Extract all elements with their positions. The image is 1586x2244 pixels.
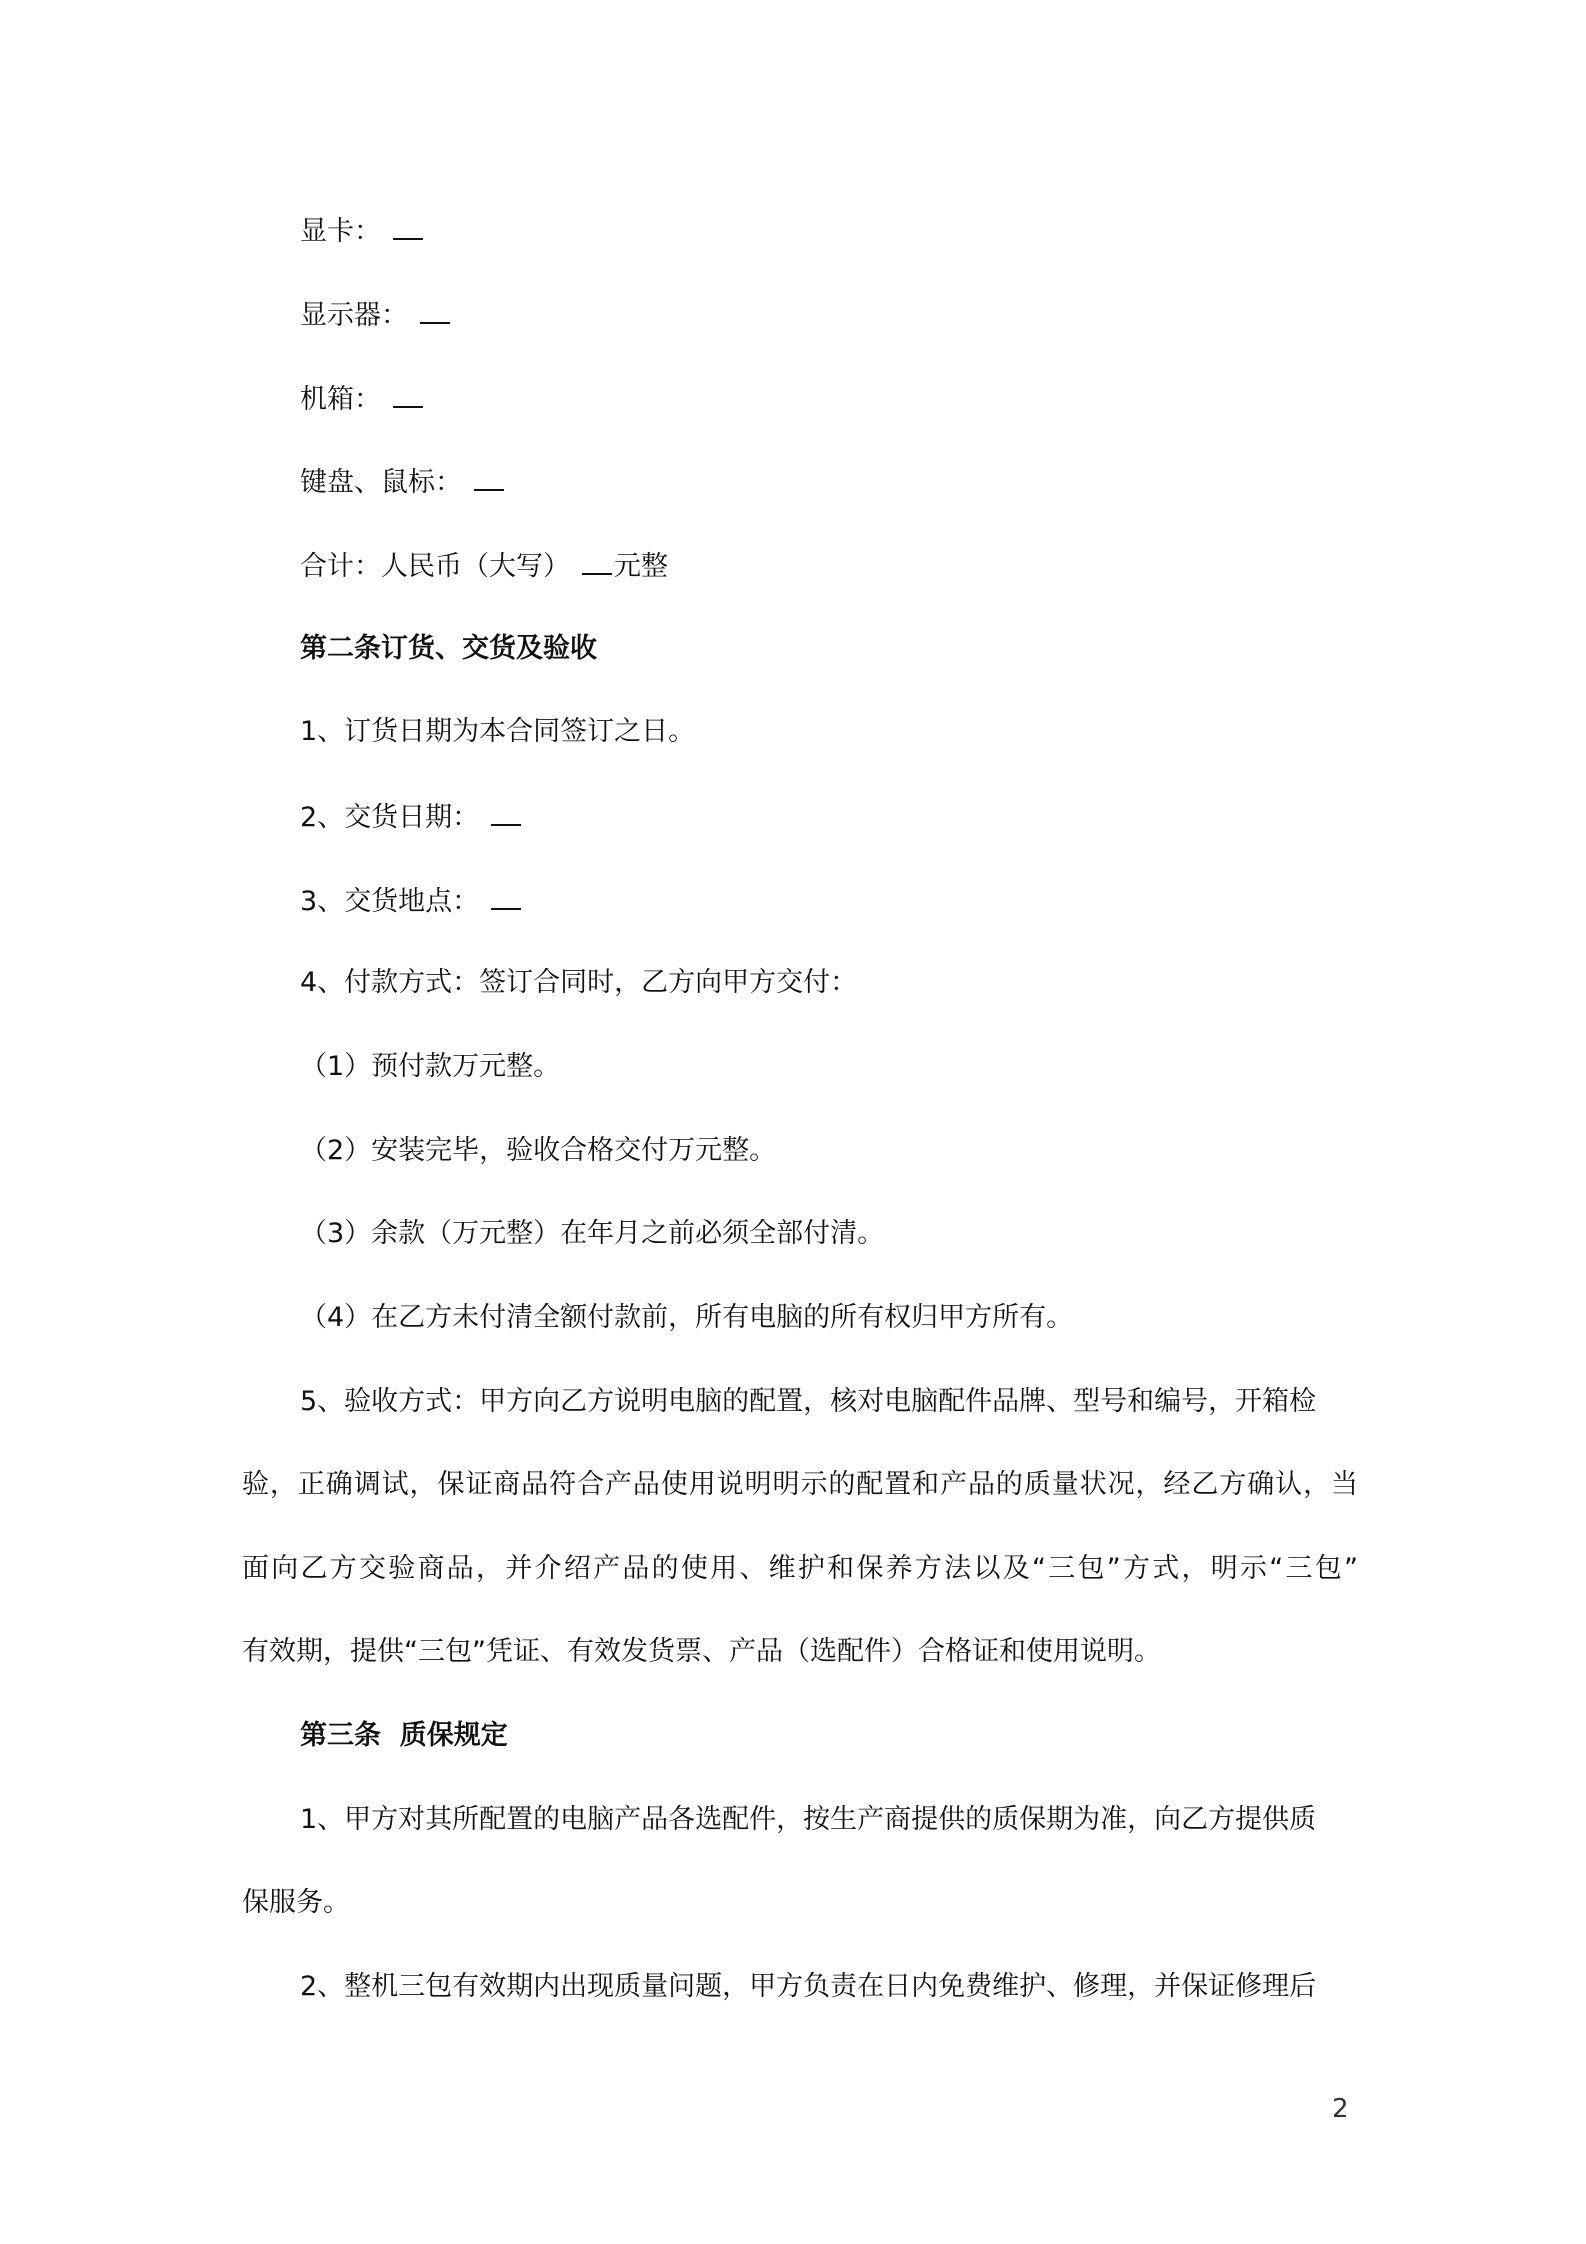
delivery-place-line (300, 882, 521, 920)
graphics-card-line (300, 212, 423, 250)
total-line (300, 547, 668, 585)
monitor-line (300, 296, 450, 334)
acceptance-line-3: 面向乙方交验商品，并介绍产品的使用、维护和保养方法以及“三包”方式，明示“三包” (242, 1553, 1358, 1584)
warranty-line-1a: 1、甲方对其所配置的电脑产品各选配件，按生产商提供的质保期为准，向乙方提供质 (300, 1804, 1317, 1835)
payment-item-4: （4）在乙方未付清全额付款前，所有电脑的所有权归甲方所有。 (300, 1302, 1074, 1333)
warranty-line-2: 2、整机三包有效期内出现质量问题，甲方负责在日内免费维护、修理，并保证修理后 (300, 1971, 1317, 2002)
delivery-date-blank (491, 798, 521, 826)
total-blank (582, 547, 612, 575)
total-prefix: 合计：人民币（大写） (300, 551, 570, 582)
case-line (300, 380, 423, 418)
payment-item-1: （1）预付款万元整。 (300, 1051, 561, 1082)
acceptance-line-2: 验，正确调试，保证商品符合产品使用说明明示的配置和产品的质量状况，经乙方确认，当 (242, 1469, 1358, 1500)
monitor-blank (420, 296, 450, 324)
article2-title: 第二条订货、交货及验收 (300, 633, 597, 664)
keyboard-mouse-label: 键盘、鼠标： (300, 467, 462, 498)
payment-item-3: （3）余款（万元整）在年月之前必须全部付清。 (300, 1218, 885, 1249)
keyboard-mouse-blank (474, 463, 504, 491)
total-suffix: 元整 (614, 551, 668, 582)
acceptance-line-1: 5、验收方式：甲方向乙方说明电脑的配置，核对电脑配件品牌、型号和编号，开箱检 (300, 1386, 1317, 1417)
graphics-card-blank (393, 212, 423, 240)
monitor-label: 显示器： (300, 300, 408, 331)
acceptance-line-4: 有效期，提供“三包”凭证、有效发货票、产品（选配件）合格证和使用说明。 (242, 1636, 1161, 1667)
delivery-place-label: 3、交货地点： (300, 886, 480, 917)
article3-title: 第三条 质保规定 (300, 1720, 508, 1751)
case-label: 机箱： (300, 384, 381, 415)
page-number: 2 (1332, 2094, 1349, 2124)
case-blank (393, 380, 423, 408)
keyboard-mouse-line (300, 463, 504, 501)
payment-method-line: 4、付款方式：签订合同时，乙方向甲方交付： (300, 967, 858, 998)
warranty-line-1b: 保服务。 (242, 1887, 350, 1918)
delivery-place-blank (491, 882, 521, 910)
graphics-card-label: 显卡： (300, 216, 381, 247)
payment-item-2: （2）安装完毕，验收合格交付万元整。 (300, 1135, 777, 1166)
delivery-date-label: 2、交货日期： (300, 802, 480, 833)
order-date-line: 1、订货日期为本合同签订之日。 (300, 716, 696, 747)
delivery-date-line (300, 798, 521, 836)
